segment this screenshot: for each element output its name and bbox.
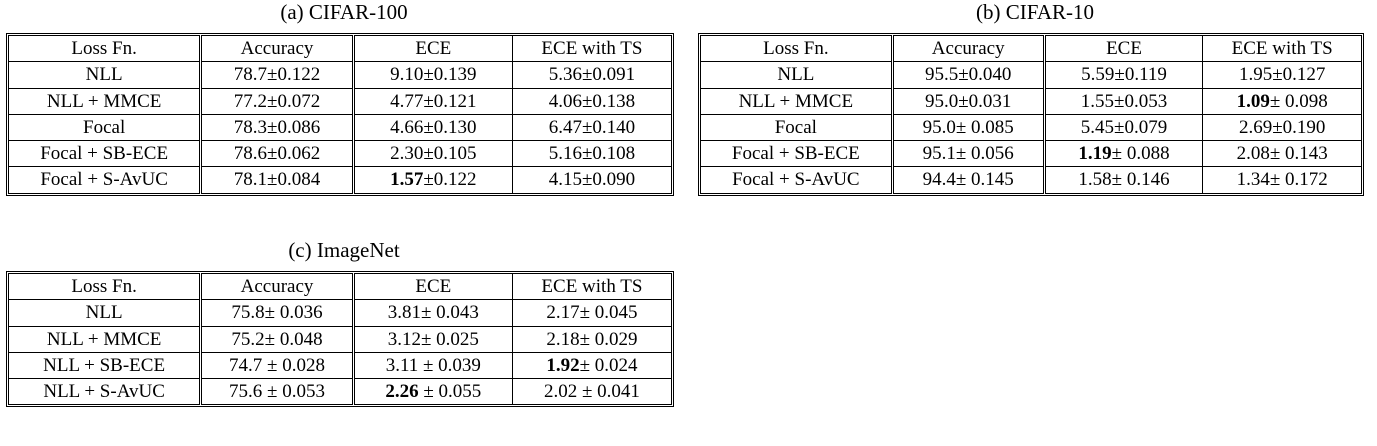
table-row — [9, 300, 672, 326]
cell-ece: 1.58± 0.146 — [1044, 167, 1203, 193]
cell-loss-fn: Focal — [701, 114, 893, 140]
cell-ece-with-ts: 5.16±0.108 — [512, 141, 671, 167]
cell-ece-with-ts: 2.08± 0.143 — [1203, 141, 1362, 167]
table-row — [9, 114, 672, 140]
results-table-cifar100 — [8, 35, 672, 194]
best-value: 1.92 — [546, 354, 580, 376]
cell-ece: 2.30±0.105 — [353, 141, 512, 167]
table-row — [9, 352, 672, 378]
cell-ece-with-ts: 6.47±0.140 — [512, 114, 671, 140]
table-row — [701, 62, 1362, 88]
column-header-accuracy: Accuracy — [201, 36, 353, 62]
cell-ece: 1.19± 0.088 — [1044, 141, 1203, 167]
cell-loss-fn: Focal + SB-ECE — [701, 141, 893, 167]
table-row — [701, 167, 1362, 193]
table-row — [701, 141, 1362, 167]
cell-accuracy: 74.7 ± 0.028 — [201, 352, 353, 378]
cell-ece-with-ts: 5.36±0.091 — [512, 62, 671, 88]
table-row — [701, 114, 1362, 140]
cell-loss-fn: NLL + MMCE — [9, 326, 201, 352]
cell-ece: 9.10±0.139 — [353, 62, 512, 88]
cell-loss-fn: NLL — [9, 300, 201, 326]
cell-accuracy: 78.1±0.084 — [201, 167, 353, 193]
cell-ece: 5.59±0.119 — [1044, 62, 1203, 88]
table-row — [9, 379, 672, 405]
cell-ece: 4.77±0.121 — [353, 88, 512, 114]
cell-accuracy: 95.0±0.031 — [892, 88, 1044, 114]
column-header-ece-with-ts: ECE with TS — [512, 36, 671, 62]
cell-ece: 2.26 ± 0.055 — [353, 379, 512, 405]
cell-ece-with-ts: 1.09± 0.098 — [1203, 88, 1362, 114]
cell-accuracy: 75.8± 0.036 — [201, 300, 353, 326]
cell-ece: 3.81± 0.043 — [353, 300, 512, 326]
column-header-loss-fn: Loss Fn. — [9, 36, 201, 62]
cell-ece-with-ts: 2.02 ± 0.041 — [512, 379, 671, 405]
cell-ece-with-ts: 4.15±0.090 — [512, 167, 671, 193]
cell-loss-fn: NLL + MMCE — [701, 88, 893, 114]
table-row — [701, 88, 1362, 114]
column-header-accuracy: Accuracy — [201, 274, 353, 300]
column-header-loss-fn: Loss Fn. — [9, 274, 201, 300]
cell-ece-with-ts: 2.18± 0.029 — [512, 326, 671, 352]
best-value: 1.19 — [1078, 143, 1112, 165]
column-header-ece: ECE — [353, 274, 512, 300]
table-header-row — [701, 36, 1362, 62]
cell-loss-fn: NLL — [9, 62, 201, 88]
cell-ece: 5.45±0.079 — [1044, 114, 1203, 140]
table-row — [9, 326, 672, 352]
column-header-accuracy: Accuracy — [892, 36, 1044, 62]
cell-ece-with-ts: 1.95±0.127 — [1203, 62, 1362, 88]
panel-imagenet — [8, 238, 680, 405]
table-body — [9, 300, 672, 405]
table-row — [9, 62, 672, 88]
best-value: 1.09 — [1236, 90, 1270, 112]
cell-ece: 1.55±0.053 — [1044, 88, 1203, 114]
panel-caption-a: (a) CIFAR-100 — [280, 0, 408, 24]
cell-ece-with-ts: 2.69±0.190 — [1203, 114, 1362, 140]
results-table-imagenet — [8, 273, 672, 405]
table-header-row — [9, 36, 672, 62]
cell-accuracy: 78.3±0.086 — [201, 114, 353, 140]
table-body — [701, 62, 1362, 193]
cell-loss-fn: NLL + MMCE — [9, 88, 201, 114]
column-header-ece: ECE — [353, 36, 512, 62]
cell-ece: 3.11 ± 0.039 — [353, 352, 512, 378]
cell-ece-with-ts: 1.34± 0.172 — [1203, 167, 1362, 193]
column-header-ece: ECE — [1044, 36, 1203, 62]
cell-ece: 3.12± 0.025 — [353, 326, 512, 352]
panel-cifar10 — [700, 0, 1370, 194]
table-row — [9, 167, 672, 193]
column-header-ece-with-ts: ECE with TS — [1203, 36, 1362, 62]
cell-accuracy: 95.5±0.040 — [892, 62, 1044, 88]
cell-loss-fn: NLL — [701, 62, 893, 88]
best-value: 1.57 — [390, 169, 424, 191]
cell-ece-with-ts: 2.17± 0.045 — [512, 300, 671, 326]
table-row — [9, 88, 672, 114]
cell-accuracy: 78.7±0.122 — [201, 62, 353, 88]
cell-accuracy: 94.4± 0.145 — [892, 167, 1044, 193]
results-table-cifar10 — [700, 35, 1362, 194]
panel-cifar100 — [8, 0, 680, 194]
cell-ece-with-ts: 4.06±0.138 — [512, 88, 671, 114]
cell-loss-fn: Focal + S-AvUC — [701, 167, 893, 193]
cell-loss-fn: Focal + S-AvUC — [9, 167, 201, 193]
table-row — [9, 141, 672, 167]
cell-ece-with-ts: 1.92± 0.024 — [512, 352, 671, 378]
table-header-row — [9, 274, 672, 300]
cell-accuracy: 78.6±0.062 — [201, 141, 353, 167]
cell-loss-fn: NLL + SB-ECE — [9, 352, 201, 378]
cell-accuracy: 95.1± 0.056 — [892, 141, 1044, 167]
column-header-loss-fn: Loss Fn. — [701, 36, 893, 62]
best-value: 2.26 — [385, 381, 419, 403]
panel-caption-c: (c) ImageNet — [288, 238, 400, 262]
cell-loss-fn: Focal — [9, 114, 201, 140]
cell-ece: 1.57±0.122 — [353, 167, 512, 193]
cell-accuracy: 75.6 ± 0.053 — [201, 379, 353, 405]
cell-loss-fn: Focal + SB-ECE — [9, 141, 201, 167]
column-header-ece-with-ts: ECE with TS — [512, 274, 671, 300]
cell-accuracy: 75.2± 0.048 — [201, 326, 353, 352]
table-body — [9, 62, 672, 193]
cell-loss-fn: NLL + S-AvUC — [9, 379, 201, 405]
cell-accuracy: 77.2±0.072 — [201, 88, 353, 114]
panel-caption-b: (b) CIFAR-10 — [975, 0, 1095, 24]
cell-accuracy: 95.0± 0.085 — [892, 114, 1044, 140]
cell-ece: 4.66±0.130 — [353, 114, 512, 140]
